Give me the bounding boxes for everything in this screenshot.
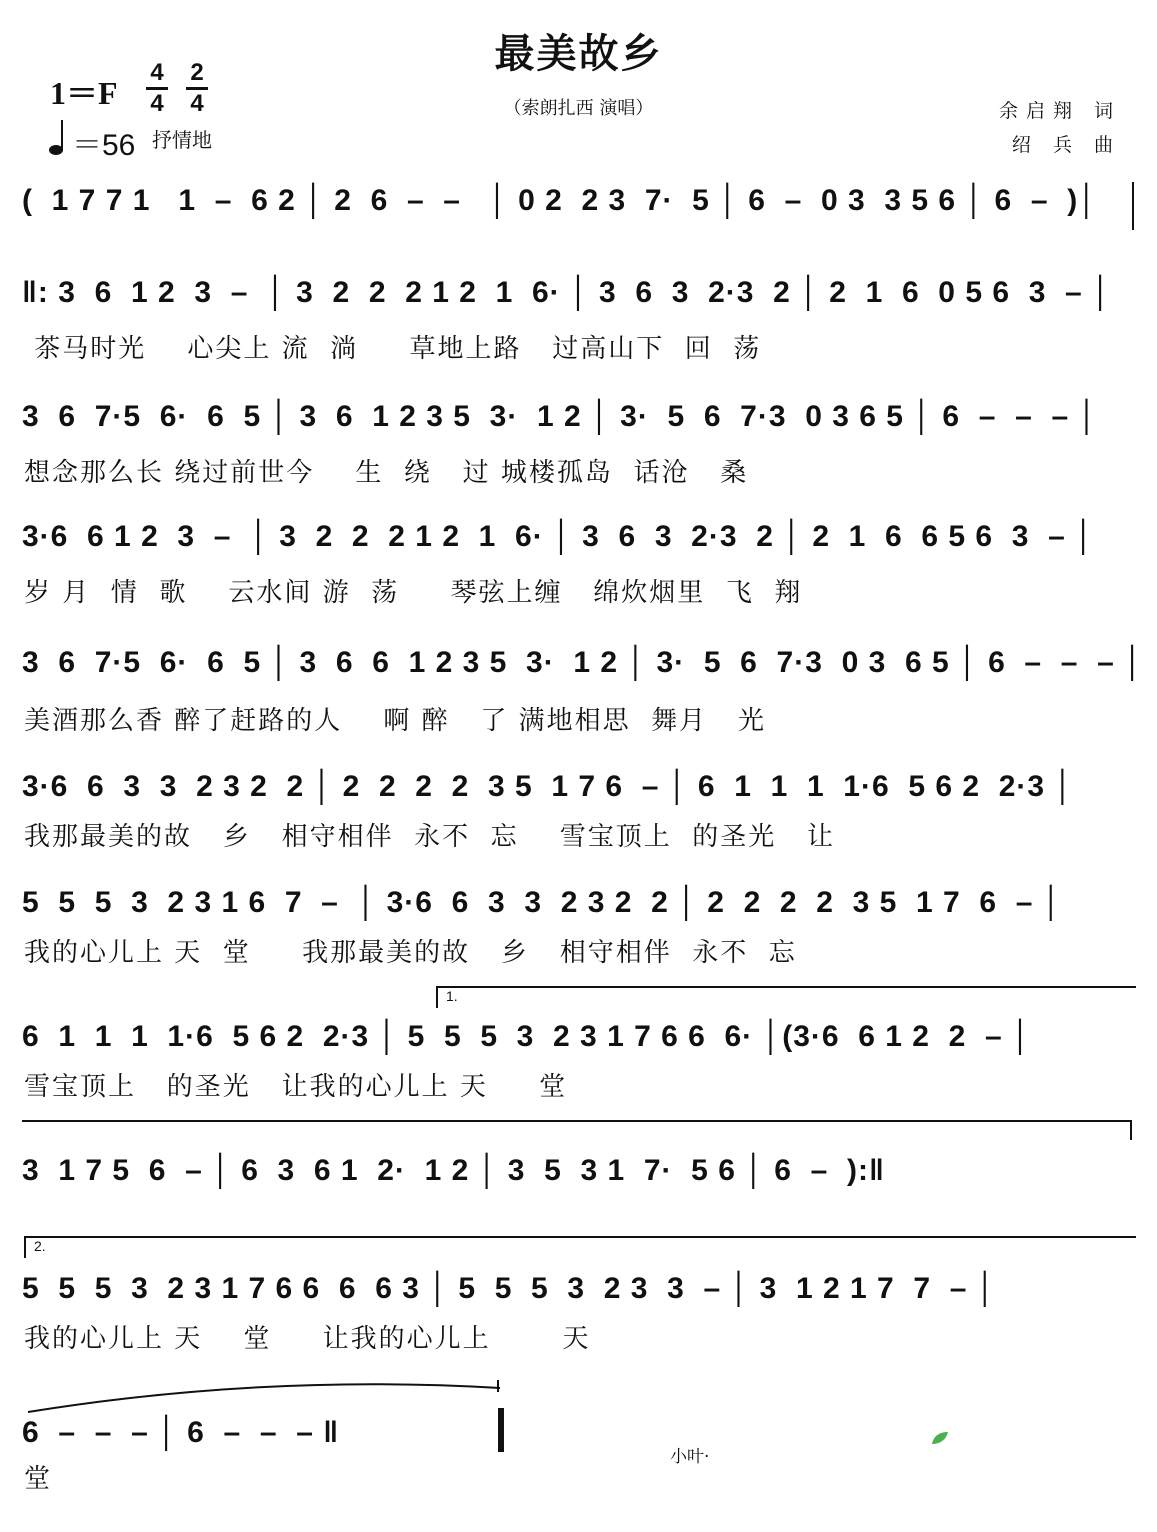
composer-credit: 绍 兵 曲 <box>1011 134 1121 156</box>
watermark-text: 小叶· <box>670 1447 710 1467</box>
lyric-line: 我那最美的故 乡 相守相伴 永不 忘 雪宝顶上 的圣光 让 <box>24 822 836 852</box>
notation-line: 3 1 7 5 6 – │ 6 3 6 1 2· 1 2 │ 3 5 3 1 7· 5 6 │ 6 – ):‖ <box>22 1154 885 1187</box>
time-signature-2-4: 2 4 <box>186 60 208 117</box>
notation-line: 3·6 6 3 3 2 3 2 2 │ 2 2 2 2 3 5 1 7 6 – │ 6 1 1 1 1·6 5 6 2 2·3 │ <box>22 770 1075 803</box>
second-ending-bracket: 2. <box>24 1236 1136 1258</box>
notation-line: 5 5 5 3 2 3 1 7 6 6 6 6 3 │ 5 5 5 3 2 3 3 – │ 3 1 2 1 7 7 – │ <box>22 1272 997 1305</box>
lyric-line: 我的心儿上 天 堂 我那最美的故 乡 相守相伴 永不 忘 <box>24 938 797 968</box>
notation-line: ‖: 3 6 1 2 3 – │ 3 2 2 2 1 2 1 6· │ 3 6 3 2·3 2 │ 2 1 6 0 5 6 3 – │ <box>22 276 1112 309</box>
time-signature-4-4: 4 4 <box>146 60 168 117</box>
score-page: 最美故乡 （索朗扎西 演唱） 余启翔 词 绍 兵 曲 1＝F 4 4 2 4 ＝56 抒情地 ( 1 7 7 1 1 – 6 2 │ 2 6 – – │ 0 2 2 3 7· 5 │ 6 – 0 3 3 5 6 │ 6 – )│ ‖: 3 6 1 2 3 – │ 3 2 2 2 1 2 1 6· │ 3 6 3 2·3 2 │ 2 1 6 0 5 6 3 – │ 茶马时光 心尖上 流 淌 草地上路 过高山下 回 荡 3 6 7·5 6· 6 5 │ 3 6 1 2 3 5 3· 1 2 │ 3· 5 6 7·3 0 3 6 5 │ 6 – – – │ 想念那么长 绕过前世今 生 绕 过 城楼孤岛 话沧 桑 3·6 6 1 2 3 – │ 3 2 2 2 1 2 1 6· │ 3 6 3 2·3 2 │ 2 1 6 6 5 6 3 – │ 岁 月 情 歌 云水间 游 荡 琴弦上缠 绵炊烟里 飞 翔 3 6 7·5 6· 6 5 │ 3 6 6 1 2 3 5 3· 1 2 │ 3· 5 6 7·3 0 3 6 5 │ 6 – – – │ 美酒那么香 醉了赶路的人 啊 醉 了 满地相思 舞月 光 3·6 6 3 3 2 3 2 2 │ 2 2 2 2 3 5 1 7 6 – │ 6 1 1 1 1·6 5 6 2 2·3 │ 我那最美的故 乡 相守相伴 永不 忘 雪宝顶上 的圣光 让 5 5 5 3 2 3 1 6 7 – │ 3·6 6 3 3 2 3 2 2 │ 2 2 2 2 3 5 1 7 6 – │ 我的心儿上 天 堂 我那最美的故 乡 相守相伴 永不 忘 1. 6 1 1 1 1·6 5 6 2 2·3 │ 5 5 5 3 2 3 1 7 6 6 6· │(3·6 6 1 2 2 – │ 雪宝顶上 的圣光 让我的心儿上 天 堂 3 1 7 5 6 – │ 6 3 6 1 2· 1 2 │ 3 5 3 1 7· 5 6 │ 6 – ):‖ 2. 5 5 5 3 2 3 1 7 6 6 6 6 3 │ 5 5 5 3 2 3 3 – │ 3 1 2 1 7 7 – │ 我的心儿上 天 堂 让我的心儿上 天 6 – – – │ 6 – – – ‖ 堂 小叶· <box>0 0 1157 1532</box>
first-ending-continuation <box>22 1120 1130 1122</box>
lyric-line: 想念那么长 绕过前世今 生 绕 过 城楼孤岛 话沧 桑 <box>24 458 749 488</box>
notation-line: ( 1 7 7 1 1 – 6 2 │ 2 6 – – │ 0 2 2 3 7· 5 │ 6 – 0 3 3 5 6 │ 6 – )│ <box>22 184 1098 217</box>
first-ending-bracket: 1. <box>436 986 1136 1008</box>
song-title: 最美故乡 <box>494 31 663 77</box>
tie-arc <box>24 1378 504 1418</box>
lyricist-credit: 余启翔 词 <box>998 100 1121 122</box>
lyric-line: 茶马时光 心尖上 流 淌 草地上路 过高山下 回 荡 <box>24 334 762 364</box>
notation-line: 3 6 7·5 6· 6 5 │ 3 6 1 2 3 5 3· 1 2 │ 3· 5 6 7·3 0 3 6 5 │ 6 – – – │ <box>22 400 1099 433</box>
notation-line: 3·6 6 1 2 3 – │ 3 2 2 2 1 2 1 6· │ 3 6 3 2·3 2 │ 2 1 6 6 5 6 3 – │ <box>22 520 1095 553</box>
lyric-line: 我的心儿上 天 堂 让我的心儿上 天 <box>24 1324 591 1354</box>
leaf-icon <box>930 1430 950 1446</box>
quarter-note-icon <box>48 118 70 158</box>
lyric-line: 美酒那么香 醉了赶路的人 啊 醉 了 满地相思 舞月 光 <box>24 706 766 736</box>
key-signature: 1＝F <box>50 75 118 111</box>
lyric-line: 堂 <box>24 1464 53 1494</box>
final-barline <box>498 1408 504 1452</box>
notation-line: 5 5 5 3 2 3 1 6 7 – │ 3·6 6 3 3 2 3 2 2 │ 2 2 2 2 3 5 1 7 6 – │ <box>22 886 1063 919</box>
notation-line: 6 1 1 1 1·6 5 6 2 2·3 │ 5 5 5 3 2 3 1 7 6 6 6· │(3·6 6 1 2 2 – │ <box>22 1020 1032 1053</box>
singer-credit: （索朗扎西 演唱） <box>503 98 654 119</box>
first-ending-end-tick <box>1130 1120 1132 1140</box>
lyric-line: 雪宝顶上 的圣光 让我的心儿上 天 堂 <box>24 1072 568 1102</box>
system-barline <box>1132 182 1134 230</box>
notation-line: 6 – – – │ 6 – – – ‖ <box>22 1416 340 1449</box>
notation-line: 3 6 7·5 6· 6 5 │ 3 6 6 1 2 3 5 3· 1 2 │ 3· 5 6 7·3 0 3 6 5 │ 6 – – – │ <box>22 646 1144 679</box>
expression-marking: 抒情地 <box>152 128 212 152</box>
lyric-line: 岁 月 情 歌 云水间 游 荡 琴弦上缠 绵炊烟里 飞 翔 <box>24 578 803 608</box>
